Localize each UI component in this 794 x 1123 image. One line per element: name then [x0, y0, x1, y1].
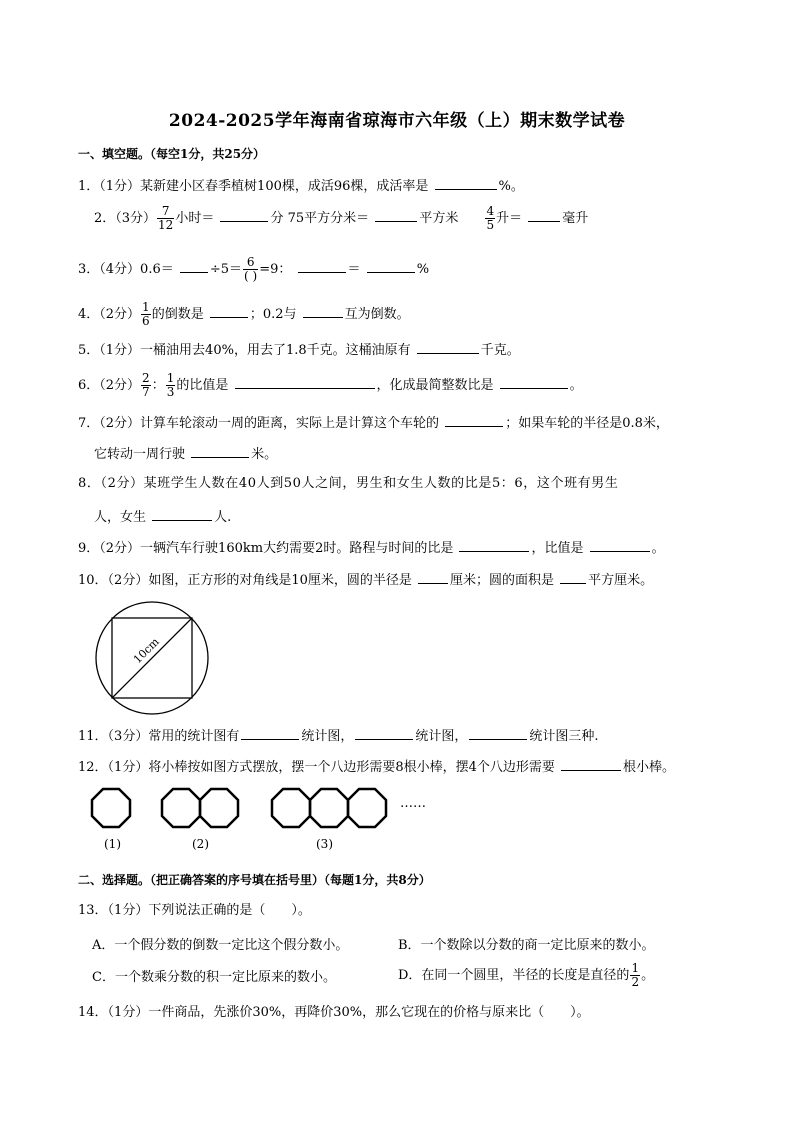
figure-caption-3: (3): [316, 837, 333, 851]
answer-blank[interactable]: [367, 259, 415, 273]
answer-blank[interactable]: [560, 570, 586, 584]
q-text: 它转动一周行驶: [94, 447, 186, 462]
q-text: 计算车轮滚动一周的距离，实际上是计算这个车轮的: [140, 416, 440, 431]
q-text: 小时＝: [175, 211, 215, 226]
circle-square-figure: [94, 600, 210, 716]
fraction: $\frac{7}{12}$: [158, 204, 174, 232]
ellipsis: ……: [400, 796, 426, 811]
answer-blank[interactable]: [180, 259, 208, 273]
q-text: 千克。: [480, 343, 520, 358]
question-7-line-1: [78, 413, 669, 432]
q-text: 某班学生人数在40人到50人之间，男生和女生人数的比是5：6，这个班有男生: [143, 476, 619, 491]
answer-blank[interactable]: [375, 208, 417, 222]
answer-blank[interactable]: [152, 507, 212, 521]
q-number: 5．（1分）: [78, 343, 141, 358]
q-text: 根小棒。: [623, 760, 676, 775]
q-text: 一桶油用去40%，用去了1.8千克。这桶油原有: [140, 343, 411, 358]
q-text: 下列说法正确的是（ ）。: [148, 903, 311, 918]
answer-blank[interactable]: [590, 538, 650, 552]
q-text: %。: [498, 179, 524, 194]
q-text: 统计图，: [415, 729, 468, 744]
answer-blank[interactable]: [561, 757, 621, 771]
q-text: 一辆汽车行驶160km大约需要2时。路程与时间的比是: [140, 541, 454, 556]
q-number: 2．（3分）: [94, 211, 157, 226]
q-number: 8．（2分）: [78, 476, 144, 491]
q-text: 常用的统计图有: [148, 729, 240, 744]
answer-blank[interactable]: [303, 304, 343, 318]
q-text: 0.6＝: [140, 262, 174, 277]
q-text: 米。: [251, 447, 278, 462]
question-1: [78, 176, 524, 195]
answer-blank[interactable]: [191, 444, 249, 458]
question-9: [78, 538, 665, 557]
q-text: 统计图，: [301, 729, 354, 744]
question-12: [78, 757, 675, 776]
fraction: $\frac{1}{2}$: [631, 961, 640, 989]
q-number: 14．（1分）: [78, 1005, 149, 1020]
fraction: $\frac{2}{7}$: [142, 371, 150, 399]
page-title: 2024-2025学年海南省琼海市六年级（上）期末数学试卷: [168, 111, 626, 131]
answer-blank[interactable]: [500, 375, 568, 389]
q-number: 6．（2分）: [78, 378, 141, 393]
q-text: 一件商品，先涨价30%，再降价30%，那么它现在的价格与原来比（ ）。: [148, 1005, 590, 1020]
question-13: [78, 903, 311, 919]
q-text: ；如果车轮的半径是0.8米，: [505, 416, 669, 431]
answer-blank[interactable]: [459, 538, 529, 552]
q-number: 9．（2分）: [78, 541, 141, 556]
colon: ：: [151, 378, 165, 393]
question-3: [78, 256, 429, 283]
section-1-header: 一、填空题。（每空1分，共25分）: [78, 147, 266, 161]
figure-caption-2: (2): [192, 837, 209, 851]
q-number: 4．（2分）: [78, 307, 141, 322]
answer-blank[interactable]: [417, 340, 479, 354]
q-number: 3．（4分）: [78, 262, 141, 277]
q-text: 互为倒数。: [344, 307, 410, 322]
answer-blank[interactable]: [241, 726, 299, 740]
q-text: ；0.2与: [249, 307, 297, 322]
answer-blank[interactable]: [418, 570, 448, 584]
fraction: $\frac{1}{3}$: [166, 371, 175, 399]
question-7-line-2: [94, 444, 277, 463]
q-number: 11．（3分）: [78, 729, 149, 744]
q-text: 。: [651, 541, 665, 556]
question-4: [78, 301, 410, 328]
q-text: 某新建小区春季植树100棵，成活96棵，成活率是: [140, 179, 429, 194]
option-a[interactable]: A．一个假分数的倒数一定比这个假分数小。: [92, 938, 349, 953]
q-text: 的倒数是: [151, 307, 204, 322]
question-8-line-1: [78, 476, 618, 492]
q-text: 统计图三种.: [529, 729, 599, 744]
q-number: 7．（2分）: [78, 416, 141, 431]
octagon-figure: [90, 786, 430, 832]
answer-blank[interactable]: [220, 208, 268, 222]
q-text: 厘米；圆的面积是: [450, 573, 555, 588]
q-text: ，比值是: [531, 541, 584, 556]
option-c[interactable]: C．一个数乘分数的积一定比原来的数小。: [92, 970, 336, 985]
q-text: 的比值是: [176, 378, 229, 393]
octagon-3a: [272, 789, 310, 827]
question-11: [78, 726, 599, 745]
q-text: 人.: [214, 510, 232, 525]
q-text: ÷5＝: [209, 262, 243, 277]
q-number: 1．（1分）: [78, 179, 141, 194]
q-text: 升＝: [496, 211, 523, 226]
q-text: 分: [270, 211, 284, 226]
octagon-2a: [162, 789, 200, 827]
answer-blank[interactable]: [445, 413, 503, 427]
section-2-header: 二、选择题。（把正确答案的序号填在括号里）（每题1分，共8分）: [78, 873, 431, 887]
answer-blank[interactable]: [235, 375, 375, 389]
q-text: 将小棒按如图方式摆放，摆一个八边形需要8根小棒，摆4个八边形需要: [148, 760, 555, 775]
fraction: $\frac{6}{( )}$: [244, 255, 258, 283]
answer-blank[interactable]: [298, 259, 346, 273]
question-10: [78, 570, 653, 589]
question-6: [78, 372, 583, 399]
q-text: 平方米: [419, 211, 459, 226]
answer-blank[interactable]: [528, 208, 560, 222]
q-text: %: [416, 262, 430, 277]
option-d-text: D．在同一个圆里，半径的长度是直径的: [398, 968, 630, 983]
q-text: 平方厘米。: [588, 573, 654, 588]
q-number: 13．（1分）: [78, 903, 149, 918]
option-b[interactable]: B．一个数除以分数的商一定比原来的数小。: [398, 938, 655, 953]
answer-blank[interactable]: [469, 726, 527, 740]
q-text: 毫升: [562, 211, 589, 226]
octagon-3b: [310, 789, 348, 827]
q-number: 12．（1分）: [78, 760, 149, 775]
q-text: ＝: [347, 262, 361, 277]
answer-blank[interactable]: [210, 304, 248, 318]
octagon-1: [92, 789, 130, 827]
q-text: 。: [569, 378, 583, 393]
figure-caption-1: (1): [104, 837, 121, 851]
octagon-2b: [200, 789, 238, 827]
diagonal-label: 10cm: [130, 635, 162, 667]
option-d-end: 。: [641, 968, 655, 983]
fraction: $\frac{1}{6}$: [142, 300, 150, 328]
option-d[interactable]: [398, 962, 654, 989]
q-text: 75平方分米＝: [287, 211, 370, 226]
question-2: [94, 205, 588, 232]
q-number: 10．（2分）: [78, 573, 149, 588]
q-text: ，化成最简整数比是: [376, 378, 494, 393]
q-text: =9：: [259, 262, 292, 277]
question-14: [78, 1005, 590, 1021]
answer-blank[interactable]: [435, 176, 497, 190]
answer-blank[interactable]: [355, 726, 413, 740]
question-5: [78, 340, 520, 359]
q-text: 人，女生: [94, 510, 147, 525]
q-text: 如图，正方形的对角线是10厘米，圆的半径是: [148, 573, 412, 588]
octagon-3c: [348, 789, 386, 827]
fraction: $\frac{4}{5}$: [486, 204, 495, 232]
question-8-line-2: [94, 507, 231, 526]
